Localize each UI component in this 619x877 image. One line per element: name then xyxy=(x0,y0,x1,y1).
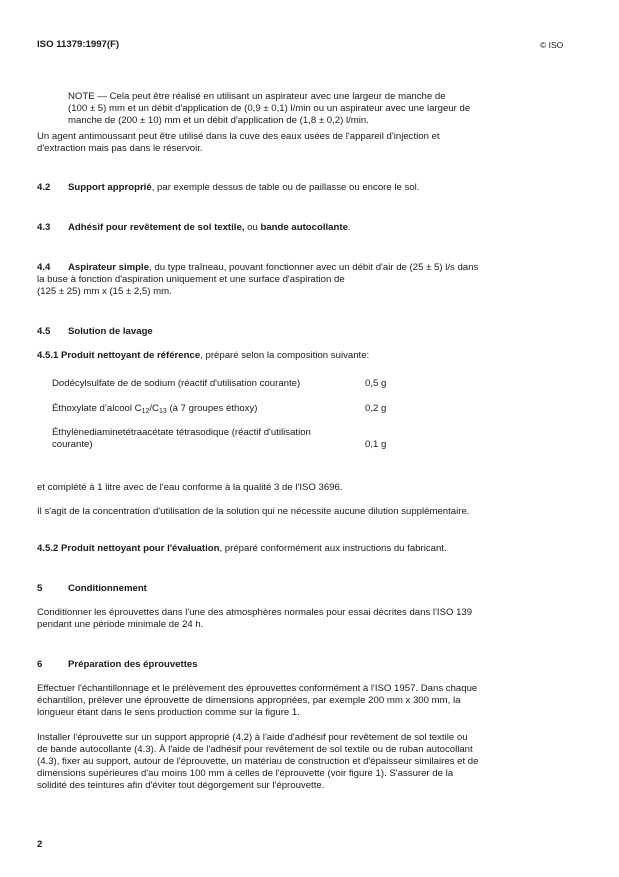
section-title: Conditionnement xyxy=(68,583,147,594)
section-number: 5 xyxy=(37,583,43,594)
ingredient-qty: 0,5 g xyxy=(365,378,387,389)
term: Adhésif pour revêtement de sol textile, xyxy=(68,222,245,233)
definition: , par exemple dessus de table ou de paillasse ou encore le sol. xyxy=(151,182,420,193)
section-number: 6 xyxy=(37,659,43,670)
section-number: 4.5 xyxy=(37,326,51,337)
paragraph-line: (125 ± 25) mm x (15 ± 2,5) mm. xyxy=(37,286,172,297)
subscript: 12 xyxy=(141,408,150,415)
page-number: 2 xyxy=(37,839,43,850)
section-number: 4.5.1 xyxy=(37,350,59,361)
paragraph-line: d'extraction mais pas dans le réservoir. xyxy=(37,143,203,154)
section-4-5-1 xyxy=(37,350,369,362)
text: ou xyxy=(244,222,261,233)
paragraph-line: échantillon, prélever une éprouvette de dimensions appropriées, par exemple 200 mm x 300 mm, la xyxy=(37,695,461,706)
paragraph-line: Un agent antimoussant peut être utilisé dans la cuve des eaux usées de l'appareil d'injection et xyxy=(37,131,440,142)
text: . xyxy=(347,222,351,233)
document-id: ISO 11379:1997(F) xyxy=(37,39,120,50)
paragraph-line: longueur étant dans le sens production comme sur la figure 1. xyxy=(37,707,300,718)
section-number: 4.4 xyxy=(37,262,51,273)
definition: , préparé selon la composition suivante: xyxy=(200,350,370,361)
section-number: 4.3 xyxy=(37,222,51,233)
section-number: 4.5.2 xyxy=(37,543,59,554)
paragraph-line: Conditionner les éprouvettes dans l'une des atmosphères normales pour essai décrites dans l'ISO 139 xyxy=(37,607,473,618)
paragraph-line: dimensions supérieures d'au moins 100 mm à celles de l'éprouvette (voir figure 1). S'assurer de la xyxy=(37,768,454,779)
paragraph-line: (4.3), fixer au support, autour de l'éprouvette, un matériau de construction et d'épaisseur similaires et de xyxy=(37,756,479,767)
paragraph-line: solidité des teintures afin d'éviter tout dégorgement sur l'éprouvette. xyxy=(37,780,325,791)
text: (à 7 groupes éthoxy) xyxy=(166,403,258,414)
subscript: 13 xyxy=(158,408,167,415)
section-4-2 xyxy=(68,182,419,194)
note-line: manche de (200 ± 10) mm et un débit d'application de (1,8 ± 0,2) l/min. xyxy=(68,115,369,126)
term: Support approprié xyxy=(68,182,152,193)
ingredient-name xyxy=(52,403,257,415)
paragraph-line: Effectuer l'échantillonnage et le prélèvement des éprouvettes conformément à l'ISO 1957. Dans chaque xyxy=(37,683,478,694)
term: Aspirateur simple xyxy=(68,262,150,273)
section-title: Préparation des éprouvettes xyxy=(68,659,198,670)
ingredient-qty: 0,1 g xyxy=(365,439,387,450)
text: Éthoxylate d’alcool C xyxy=(52,403,142,414)
paragraph-line: pendant une période minimale de 24 h. xyxy=(37,619,204,630)
copyright: © ISO xyxy=(540,40,564,50)
paragraph: Il s'agit de la concentration d'utilisation de la solution qui ne nécessite aucune dilution supplémentaire. xyxy=(37,506,470,517)
note-line: NOTE — Cela peut être réalisé en utilisant un aspirateur avec une largeur de manche de xyxy=(68,91,446,102)
section-4-3 xyxy=(68,222,351,234)
paragraph-line: la buse à fonction d'aspiration uniquement et une surface d'aspiration de xyxy=(37,274,345,285)
paragraph-line: Installer l'éprouvette sur un support approprié (4.2) à l'aide d'adhésif pour revêtement de sol textile ou xyxy=(37,732,468,743)
section-number: 4.2 xyxy=(37,182,51,193)
ingredient-qty: 0,2 g xyxy=(365,403,387,414)
section-4-4 xyxy=(68,262,478,274)
term: Produit nettoyant pour l'évaluation xyxy=(61,543,220,554)
definition: , du type traîneau, pouvant fonctionner avec un débit d'air de (25 ± 5) l/s dans xyxy=(149,262,479,273)
note-line: (100 ± 5) mm et un débit d'application de (0,9 ± 0,1) l/min ou un aspirateur avec une largeur de xyxy=(68,103,471,114)
term: Produit nettoyant de référence xyxy=(61,350,201,361)
paragraph: et complété à 1 litre avec de l'eau conforme à la qualité 3 de l'ISO 3696. xyxy=(37,482,343,493)
section-title: Solution de lavage xyxy=(68,326,153,337)
section-4-5-2 xyxy=(37,543,447,555)
paragraph-line: de bande autocollante (4.3). À l'aide de l'adhésif pour revêtement de sol textile ou de ruban autocollant xyxy=(37,744,473,755)
ingredient-name: Éthylènediaminetétraacétate tétrasodique (réactif d'utilisation xyxy=(52,427,311,438)
ingredient-name: Dodécylsulfate de de sodium (réactif d'utilisation courante) xyxy=(52,378,301,389)
text: /C xyxy=(149,403,159,414)
ingredient-name: courante) xyxy=(52,439,93,450)
term: bande autocollante xyxy=(260,222,348,233)
definition: , préparé conformément aux instructions du fabricant. xyxy=(219,543,447,554)
